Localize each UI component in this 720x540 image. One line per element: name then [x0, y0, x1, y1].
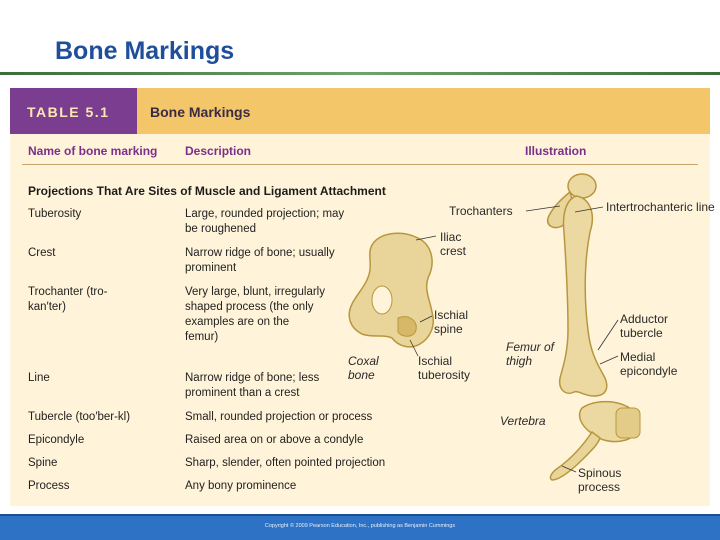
row-name-tubercle: Tubercle (too′ber-kl): [28, 411, 131, 423]
row-name-spine: Spine: [28, 457, 58, 469]
row-name-trochanter: Trochanter (tro-kan′ter): [28, 286, 108, 313]
section-heading: Projections That Are Sites of Muscle and Ligament Attachment: [28, 184, 386, 198]
row-name-line: Line: [28, 372, 50, 384]
label-coxal-bone: Coxal bone: [348, 354, 379, 382]
table-number-label: TABLE 5.1: [10, 88, 137, 134]
column-header-description: Description: [185, 144, 252, 158]
row-description-tubercle: Small, rounded projection or process: [185, 411, 373, 423]
row-name-crest: Crest: [28, 247, 56, 259]
slide-title: Bone Markings: [55, 37, 235, 65]
footer-copyright: Copyright © 2009 Pearson Education, Inc., publishing as Benjamin Cummings: [264, 523, 456, 529]
row-name-process: Process: [28, 480, 70, 492]
label-vertebra: Vertebra: [500, 414, 546, 428]
label-iliac-crest: Iliac crest: [440, 230, 467, 258]
label-trochanters: Trochanters: [449, 204, 513, 218]
row-description-crest: Narrow ridge of bone; usually prominent: [185, 247, 335, 274]
table-heading: Bone Markings: [150, 104, 251, 120]
label-adductor-tubercle: Adductor tubercle: [620, 312, 669, 340]
label-ischial-spine: Ischial spine: [434, 308, 469, 336]
label-femur-of-thigh: Femur of thigh: [506, 340, 555, 368]
row-name-tuberosity: Tuberosity: [28, 208, 82, 220]
row-description-trochanter: Very large, blunt, irregularly shaped process (the only examples are on the femur): [185, 286, 325, 343]
row-name-epicondyle: Epicondyle: [28, 434, 85, 446]
coxal-bone-drawing: [349, 233, 433, 347]
row-description-process: Any bony prominence: [185, 480, 297, 492]
label-spinous-process: Spinous process: [578, 466, 622, 494]
row-description-line: Narrow ridge of bone; less prominent than a crest: [185, 372, 320, 399]
femur-drawing: [548, 174, 607, 396]
row-description-epicondyle: Raised area on or above a condyle: [185, 434, 364, 446]
label-ischial-tuberosity: Ischial tuberosity: [418, 354, 471, 382]
label-medial-epicondyle: Medial epicondyle: [620, 350, 678, 378]
row-description-tuberosity: Large, rounded projection; may be roughened: [185, 208, 345, 235]
row-description-spine: Sharp, slender, often pointed projection: [185, 457, 386, 469]
column-header-illustration: Illustration: [525, 144, 587, 158]
label-intertrochanteric-line: Intertrochanteric line: [606, 200, 715, 214]
column-header-name: Name of bone marking: [28, 144, 158, 158]
